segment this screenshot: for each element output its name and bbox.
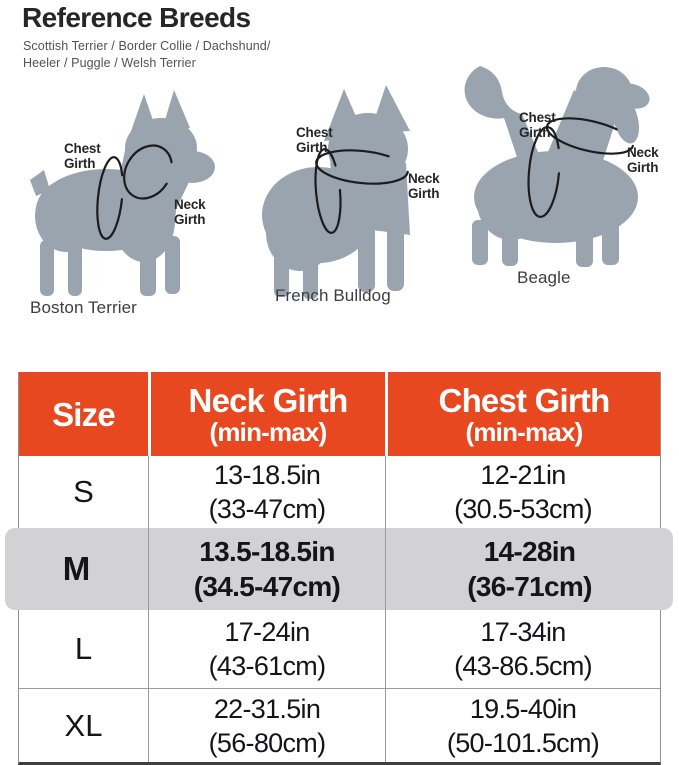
- neck-girth-label: Neck Girth: [174, 197, 206, 227]
- dog-name: Beagle: [517, 268, 571, 287]
- size-value: M: [62, 550, 91, 587]
- neck-girth-value: 17-24in (43-61cm): [148, 610, 385, 688]
- boston-terrier-silhouette: [28, 88, 233, 302]
- header-chest-girth: Chest Girth (min-max): [385, 372, 660, 456]
- neck-girth-value: 22-31.5in (56-80cm): [148, 689, 385, 762]
- dog-body: [465, 66, 653, 267]
- size-value: L: [74, 631, 93, 666]
- french-bulldog-figure: [258, 85, 470, 313]
- page-title: Reference Breeds: [22, 2, 251, 33]
- table-header-row: [19, 372, 660, 456]
- neck-girth-value: 13-18.5in (33-47cm): [148, 456, 385, 528]
- boston-terrier-figure: [28, 88, 240, 320]
- header-neck-girth: Neck Girth (min-max): [148, 372, 385, 456]
- reference-breeds-subtitle: [23, 38, 270, 71]
- chest-girth-label: Chest Girth: [519, 110, 556, 140]
- table-row-m-highlighted: [5, 528, 673, 610]
- chest-girth-value: 19.5-40in (50-101.5cm): [385, 689, 660, 762]
- size-table: [18, 372, 661, 765]
- chest-girth-label: Chest Girth: [64, 141, 101, 171]
- neck-girth-label: Neck Girth: [408, 171, 440, 201]
- table-row-xl: [19, 688, 660, 762]
- header-size: Size: [52, 395, 115, 433]
- chest-girth-value: 12-21in (30.5-53cm): [385, 456, 660, 528]
- size-value: S: [73, 474, 94, 509]
- chest-girth-label: Chest Girth: [296, 125, 333, 155]
- table-row-s: [19, 456, 660, 528]
- chest-girth-value: 17-34in (43-86.5cm): [385, 610, 660, 688]
- dog-body: [30, 90, 215, 296]
- size-value: XL: [64, 707, 103, 743]
- neck-girth-label: Neck Girth: [627, 145, 659, 175]
- dog-name: Boston Terrier: [30, 298, 137, 317]
- subtitle-line-2: Heeler / Puggle / Welsh Terrier: [23, 55, 196, 70]
- chest-girth-value: 14-28in (36-71cm): [385, 528, 673, 610]
- beagle-figure: [456, 62, 678, 287]
- subtitle-line-1: Scottish Terrier / Border Collie / Dachshund/: [23, 39, 271, 53]
- table-row-l: [19, 610, 660, 688]
- dog-name: French Bulldog: [275, 286, 391, 305]
- dog-body: [262, 85, 410, 299]
- neck-girth-value: 13.5-18.5in (34.5-47cm): [148, 528, 385, 610]
